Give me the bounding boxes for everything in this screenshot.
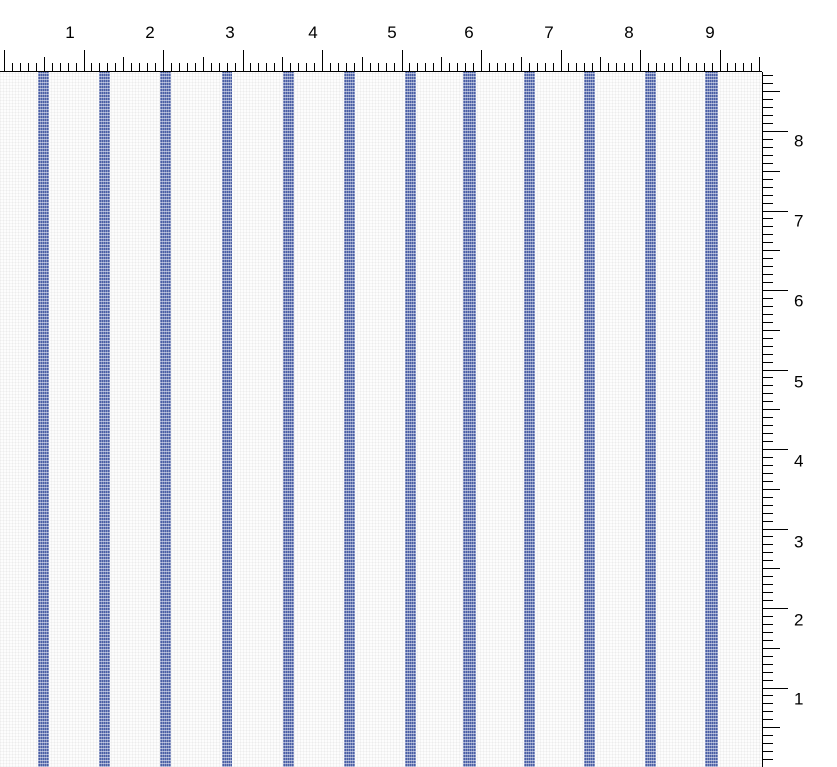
ruler-right-minor-tick xyxy=(762,632,773,633)
ruler-top-minor-tick xyxy=(139,63,140,72)
ruler-right-minor-tick xyxy=(762,576,773,577)
ruler-top-minor-tick xyxy=(568,63,569,72)
ruler-right-minor-tick xyxy=(762,258,773,259)
ruler-top-mid-tick xyxy=(44,57,45,72)
ruler-right-minor-tick xyxy=(762,99,773,100)
ruler-top-mid-tick xyxy=(282,57,283,72)
ruler-top-minor-tick xyxy=(211,63,212,72)
ruler-right-minor-tick xyxy=(762,584,773,585)
ruler-right-minor-tick xyxy=(762,497,773,498)
ruler-top-minor-tick xyxy=(195,63,196,72)
ruler-right-minor-tick xyxy=(762,314,773,315)
ruler-right-minor-tick xyxy=(762,680,773,681)
ruler-right-minor-tick xyxy=(762,600,773,601)
ruler-top-major-tick xyxy=(481,50,482,72)
ruler-top-minor-tick xyxy=(632,63,633,72)
ruler-top-minor-tick xyxy=(576,63,577,72)
ruler-right-major-tick xyxy=(762,608,788,609)
ruler-right-minor-tick xyxy=(762,234,773,235)
ruler-top-minor-tick xyxy=(743,63,744,72)
ruler-top-minor-tick xyxy=(346,63,347,72)
ruler-right-minor-tick xyxy=(762,616,773,617)
ruler-right-minor-tick xyxy=(762,656,773,657)
ruler-top-minor-tick xyxy=(227,63,228,72)
ruler-top-major-tick xyxy=(720,50,721,72)
ruler-top-minor-tick xyxy=(76,63,77,72)
ruler-top-minor-tick xyxy=(338,63,339,72)
ruler-top-minor-tick xyxy=(266,63,267,72)
ruler-top-major-tick xyxy=(84,50,85,72)
ruler-top-minor-tick xyxy=(68,63,69,72)
ruler-top-minor-tick xyxy=(12,63,13,72)
ruler-top-minor-tick xyxy=(52,63,53,72)
ruler-top-minor-tick xyxy=(425,63,426,72)
ruler-top-minor-tick xyxy=(465,63,466,72)
ruler-right-minor-tick xyxy=(762,266,773,267)
ruler-right-minor-tick xyxy=(762,123,773,124)
ruler-top-minor-tick xyxy=(394,63,395,72)
ruler-top-minor-tick xyxy=(290,63,291,72)
ruler-right-minor-tick xyxy=(762,346,773,347)
ruler-top-minor-tick xyxy=(60,63,61,72)
ruler-top-mid-tick xyxy=(203,57,204,72)
ruler-top-minor-tick xyxy=(664,63,665,72)
ruler-right-minor-tick xyxy=(762,735,773,736)
ruler-right-mid-tick xyxy=(762,171,780,172)
ruler-top-minor-tick xyxy=(274,63,275,72)
fabric-stripe xyxy=(99,72,110,767)
ruler-top-minor-tick xyxy=(235,63,236,72)
ruler-top-minor-tick xyxy=(727,63,728,72)
ruler-top-minor-tick xyxy=(497,63,498,72)
ruler-top-minor-tick xyxy=(696,63,697,72)
ruler-right-minor-tick xyxy=(762,107,773,108)
ruler-right-minor-tick xyxy=(762,393,773,394)
ruler-right-minor-tick xyxy=(762,242,773,243)
ruler-top-minor-tick xyxy=(155,63,156,72)
ruler-right-minor-tick xyxy=(762,274,773,275)
ruler-right-minor-tick xyxy=(762,155,773,156)
ruler-top-minor-tick xyxy=(648,63,649,72)
ruler-top-minor-tick xyxy=(433,63,434,72)
fabric-stripe xyxy=(645,72,656,767)
ruler-top-minor-tick xyxy=(99,63,100,72)
ruler-right-mid-tick xyxy=(762,330,780,331)
ruler-top-mid-tick xyxy=(680,57,681,72)
ruler-right-minor-tick xyxy=(762,544,773,545)
ruler-top-minor-tick xyxy=(417,63,418,72)
ruler-top-major-tick xyxy=(163,50,164,72)
ruler-right-label: 6 xyxy=(794,291,804,311)
ruler-right-minor-tick xyxy=(762,226,773,227)
ruler-right-minor-tick xyxy=(762,401,773,402)
ruler-right-minor-tick xyxy=(762,179,773,180)
ruler-top-minor-tick xyxy=(187,63,188,72)
ruler-top-minor-tick xyxy=(306,63,307,72)
fabric-stripe xyxy=(283,72,294,767)
fabric-swatch xyxy=(0,72,762,767)
ruler-right-mid-tick xyxy=(762,250,780,251)
ruler-top-minor-tick xyxy=(704,63,705,72)
ruler-right-minor-tick xyxy=(762,751,773,752)
ruler-right-minor-tick xyxy=(762,560,773,561)
ruler-top-minor-tick xyxy=(505,63,506,72)
ruler-top-minor-tick xyxy=(131,63,132,72)
ruler-top-minor-tick xyxy=(529,63,530,72)
ruler-top-label: 8 xyxy=(624,23,634,42)
ruler-top-minor-tick xyxy=(20,63,21,72)
ruler-right-minor-tick xyxy=(762,282,773,283)
ruler-top-minor-tick xyxy=(314,63,315,72)
ruler-right-mid-tick xyxy=(762,409,780,410)
ruler-top-minor-tick xyxy=(553,63,554,72)
ruler-top-label: 3 xyxy=(225,23,235,42)
ruler-right-mid-tick xyxy=(762,648,780,649)
ruler-top-minor-tick xyxy=(457,63,458,72)
fabric-stripe xyxy=(463,72,476,767)
ruler-right-minor-tick xyxy=(762,552,773,553)
ruler-top-major-tick xyxy=(402,50,403,72)
ruler-right-minor-tick xyxy=(762,354,773,355)
ruler-top-minor-tick xyxy=(545,63,546,72)
ruler-right-minor-tick xyxy=(762,338,773,339)
ruler-top-minor-tick xyxy=(171,63,172,72)
ruler-top-minor-tick xyxy=(28,63,29,72)
ruler-right-minor-tick xyxy=(762,417,773,418)
ruler-top-label: 1 xyxy=(65,23,75,42)
ruler-right-minor-tick xyxy=(762,521,773,522)
ruler-right-major-tick xyxy=(762,211,788,212)
ruler-right-minor-tick xyxy=(762,377,773,378)
ruler-right-minor-tick xyxy=(762,203,773,204)
ruler-top-minor-tick xyxy=(537,63,538,72)
ruler-right-label: 1 xyxy=(794,689,804,709)
fabric-stripe xyxy=(405,72,416,767)
ruler-top-minor-tick xyxy=(409,63,410,72)
ruler-right-major-tick xyxy=(762,131,788,132)
ruler-top-minor-tick xyxy=(751,63,752,72)
fabric-stripe xyxy=(38,72,49,767)
ruler-top-minor-tick xyxy=(608,63,609,72)
ruler-right-minor-tick xyxy=(762,385,773,386)
ruler-top-minor-tick xyxy=(672,63,673,72)
ruler-top-minor-tick xyxy=(386,63,387,72)
ruler-top-minor-tick xyxy=(616,63,617,72)
ruler-right-major-tick xyxy=(762,449,788,450)
ruler-top-label: 7 xyxy=(544,23,554,42)
ruler-right-minor-tick xyxy=(762,425,773,426)
fabric-stripe xyxy=(524,72,535,767)
ruler-top-major-tick xyxy=(322,50,323,72)
ruler-right-label: 3 xyxy=(794,532,804,552)
ruler-right-minor-tick xyxy=(762,473,773,474)
ruler-right-major-tick xyxy=(762,290,788,291)
ruler-top-minor-tick xyxy=(115,63,116,72)
ruler-top-minor-tick xyxy=(330,63,331,72)
ruler-right-mid-tick xyxy=(762,91,780,92)
ruler-right-minor-tick xyxy=(762,218,773,219)
ruler-top-mid-tick xyxy=(123,57,124,72)
fabric-stripe xyxy=(222,72,232,767)
ruler-right-label: 8 xyxy=(794,131,804,151)
ruler-right-minor-tick xyxy=(762,115,773,116)
ruler-right-minor-tick xyxy=(762,362,773,363)
ruler-top-major-tick xyxy=(640,50,641,72)
ruler-right-minor-tick xyxy=(762,306,773,307)
ruler-right-label: 4 xyxy=(794,451,804,471)
fabric-stripe xyxy=(344,72,355,767)
ruler-top-label: 9 xyxy=(705,23,715,42)
ruler-top-minor-tick xyxy=(656,63,657,72)
ruler-top-label: 6 xyxy=(464,23,474,42)
ruler-right-minor-tick xyxy=(762,457,773,458)
ruler-top-major-tick xyxy=(4,50,5,72)
ruler-top-minor-tick xyxy=(473,63,474,72)
ruler-top-label: 4 xyxy=(308,23,318,42)
fabric-stripe xyxy=(584,72,595,767)
ruler-right-mid-tick xyxy=(762,727,780,728)
ruler-top-mid-tick xyxy=(362,57,363,72)
ruler-top-minor-tick xyxy=(354,63,355,72)
ruler-top-minor-tick xyxy=(147,63,148,72)
ruler-top-minor-tick xyxy=(258,63,259,72)
ruler-right-minor-tick xyxy=(762,672,773,673)
ruler-right-minor-tick xyxy=(762,695,773,696)
ruler-top-minor-tick xyxy=(36,63,37,72)
ruler-top-minor-tick xyxy=(449,63,450,72)
ruler-right-minor-tick xyxy=(762,759,773,760)
ruler-right-mid-tick xyxy=(762,568,780,569)
ruler-right-baseline xyxy=(762,72,763,767)
ruler-right-label: 2 xyxy=(794,610,804,630)
ruler-top-minor-tick xyxy=(378,63,379,72)
ruler-top-label: 2 xyxy=(145,23,155,42)
ruler-right-minor-tick xyxy=(762,481,773,482)
ruler-top-minor-tick xyxy=(107,63,108,72)
ruler-top-minor-tick xyxy=(489,63,490,72)
ruler-top-minor-tick xyxy=(513,63,514,72)
fabric-stripe xyxy=(705,72,718,767)
ruler-top-minor-tick xyxy=(688,63,689,72)
ruler-right-minor-tick xyxy=(762,536,773,537)
ruler-right-minor-tick xyxy=(762,624,773,625)
ruler-right-minor-tick xyxy=(762,592,773,593)
ruler-corner xyxy=(762,0,837,72)
ruler-right-major-tick xyxy=(762,688,788,689)
ruler-right-major-tick xyxy=(762,370,788,371)
ruler-right-minor-tick xyxy=(762,195,773,196)
ruler-top-minor-tick xyxy=(91,63,92,72)
ruler-right-minor-tick xyxy=(762,322,773,323)
ruler-right-major-tick xyxy=(762,529,788,530)
fabric-stripe xyxy=(160,72,171,767)
ruler-right-minor-tick xyxy=(762,703,773,704)
ruler-right-minor-tick xyxy=(762,664,773,665)
ruler-top-label: 5 xyxy=(387,23,397,42)
ruler-right-label: 7 xyxy=(794,211,804,231)
ruler-top-minor-tick xyxy=(179,63,180,72)
ruler-top-major-tick xyxy=(243,50,244,72)
ruler-right-minor-tick xyxy=(762,187,773,188)
ruler-right-minor-tick xyxy=(762,465,773,466)
ruler-top-minor-tick xyxy=(735,63,736,72)
ruler-top-mid-tick xyxy=(759,57,760,72)
ruler-top-mid-tick xyxy=(441,57,442,72)
ruler-top-minor-tick xyxy=(592,63,593,72)
ruler-right-minor-tick xyxy=(762,163,773,164)
ruler-top-minor-tick xyxy=(370,63,371,72)
ruler-top-minor-tick xyxy=(624,63,625,72)
ruler-top-minor-tick xyxy=(584,63,585,72)
ruler-right-minor-tick xyxy=(762,640,773,641)
ruler-top-mid-tick xyxy=(521,57,522,72)
ruler-right-minor-tick xyxy=(762,298,773,299)
ruler-top-minor-tick xyxy=(712,63,713,72)
ruler-right-minor-tick xyxy=(762,147,773,148)
ruler-right-minor-tick xyxy=(762,711,773,712)
ruler-right-minor-tick xyxy=(762,505,773,506)
ruler-right-minor-tick xyxy=(762,139,773,140)
ruler-right-minor-tick xyxy=(762,441,773,442)
ruler-right-mid-tick xyxy=(762,489,780,490)
ruler-top-major-tick xyxy=(561,50,562,72)
ruler-right-minor-tick xyxy=(762,83,773,84)
ruler-top-mid-tick xyxy=(600,57,601,72)
ruler-top-minor-tick xyxy=(219,63,220,72)
ruler-top-minor-tick xyxy=(298,63,299,72)
ruler-right xyxy=(762,72,837,767)
ruler-right-minor-tick xyxy=(762,743,773,744)
ruler-top-minor-tick xyxy=(250,63,251,72)
ruler-right-minor-tick xyxy=(762,513,773,514)
ruler-right-minor-tick xyxy=(762,719,773,720)
ruler-right-minor-tick xyxy=(762,75,773,76)
ruler-top xyxy=(0,0,837,72)
ruler-right-label: 5 xyxy=(794,372,804,392)
ruler-right-minor-tick xyxy=(762,433,773,434)
